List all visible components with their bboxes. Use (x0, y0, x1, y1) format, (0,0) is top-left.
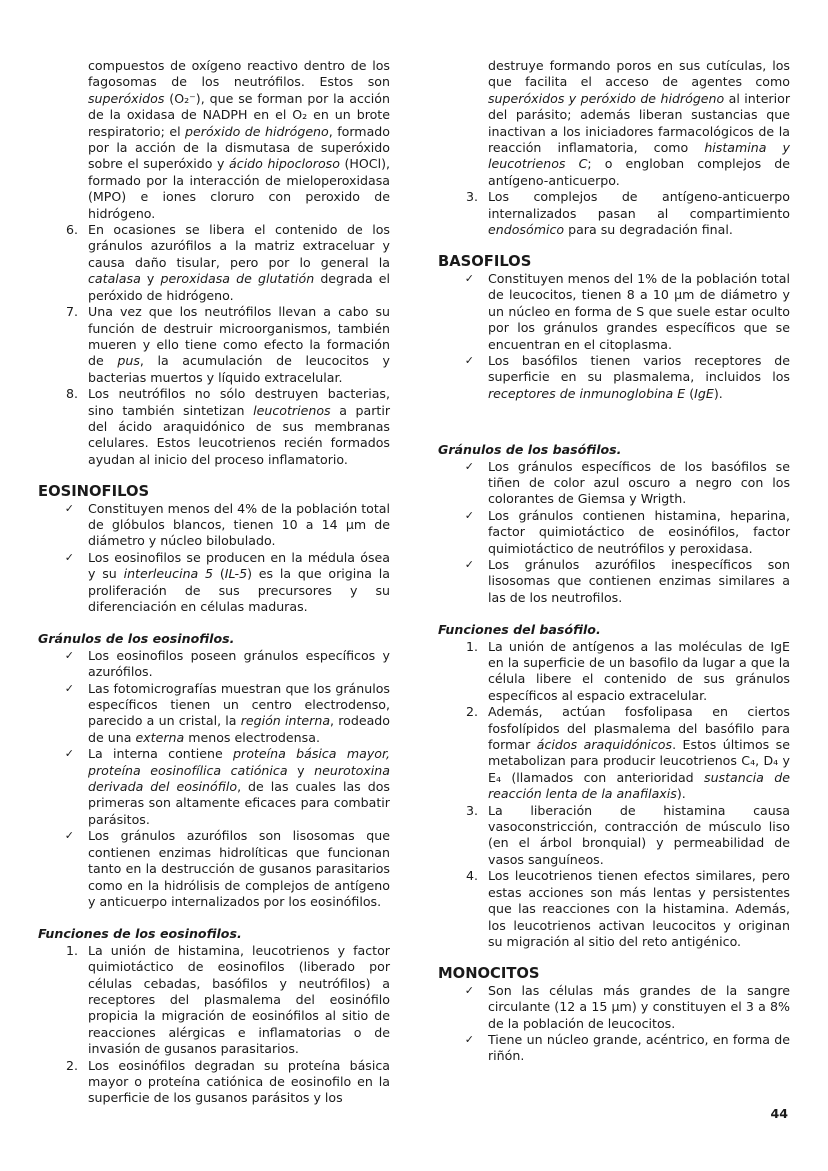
list-item-text: Los gránulos específicos de los basófilos se tiñen de color azul oscuro a negro con los colorantes de Giemsa y Wrigth. (488, 458, 790, 507)
italic-term: peroxidasa de glutatión (160, 271, 315, 287)
neutrophil-functions-list (38, 222, 390, 468)
italic-term: ácidos araquidónicos (536, 737, 673, 753)
checkmark-bullet-icon: ✓ (64, 501, 74, 515)
list-item-text: Los leucotrienos tienen efectos similares, pero estas acciones son más lentas y persistentes que las reacciones con la histamina. Además, los leucotrienos activan leucocitos y originan su migración al sitio del reto antigénico. (488, 868, 790, 949)
italic-term: ácido hipocloroso (229, 156, 340, 172)
list-item-text: Son las células más grandes de la sangre circulante (12 a 15 µm) y constituyen el 3 a 8% de la población de leucocitos. (488, 982, 790, 1031)
list-item-text: Los eosinofilos poseen gránulos específicos y azurófilos. (88, 647, 390, 680)
list-number: 4. (465, 868, 478, 884)
list-item (438, 983, 790, 1032)
list-item-text: Los eosinofilos se producen en la médula ósea y su interleucina 5 (IL-5) es la que origina la proliferación de sus precursores y su diferenciación en células maduras. (88, 549, 390, 614)
list-number: 3. (465, 802, 478, 818)
funciones-basofilo-list (438, 639, 790, 951)
list-item (438, 803, 790, 869)
checkmark-bullet-icon: ✓ (464, 353, 474, 367)
checkmark-bullet-icon: ✓ (464, 983, 474, 997)
checkmark-bullet-icon: ✓ (464, 557, 474, 571)
list-number: 1. (465, 638, 478, 654)
list-item (38, 222, 390, 304)
italic-term: interleucina 5 (123, 566, 214, 582)
list-number: 2. (465, 704, 478, 720)
italic-term: histamina y leucotrienos C (488, 140, 790, 172)
checkmark-bullet-icon: ✓ (64, 747, 74, 761)
list-item-text: Una vez que los neutrófilos llevan a cabo su función de destruir microorganismos, también mueren y ello tiene como efecto la formación de pus, la acumulación de leucocitos y bacterias muertos y líquido extracelular. (88, 304, 390, 385)
italic-term: superóxidos y peróxido de hidrógeno (488, 90, 725, 106)
list-item (38, 828, 390, 910)
list-item-text: En ocasiones se libera el contenido de los gránulos azurófilos a la matriz extraceluar y causa daño tisular, pero por lo general la catalasa y peroxidasa de glutatión degrada el peróxido de hidrógeno. (88, 222, 390, 303)
list-item (438, 508, 790, 557)
italic-term: proteína básica mayor, proteína eosinofílica catiónica (88, 746, 390, 778)
list-item (38, 386, 390, 468)
funciones-basofilo-heading: Funciones del basófilo. (438, 622, 601, 638)
list-item-text: La unión de histamina, leucotrienos y factor quimiotáctico de eosinofilos (liberado por células cebadas, basófilos y neutrófilos) a receptores del plasmalema del eosinófilo propicia la migración de eosinófilos al sitio de reacciones alérgicas e inflamatorias o de invasión de gusanos parasitarios. (88, 942, 390, 1057)
list-number: 6. (65, 222, 78, 238)
list-item (38, 501, 390, 550)
italic-term: peróxido de hidrógeno (185, 123, 329, 139)
granulos-eosinofilos-heading: Gránulos de los eosinofilos. (38, 631, 235, 647)
checkmark-bullet-icon: ✓ (464, 459, 474, 473)
list-item (38, 1058, 390, 1107)
granulos-eosinofilos-bullets (38, 648, 390, 911)
list-item-text: Los gránulos contienen histamina, heparina, factor quimiotáctico de eosinófilos, factor quimiotáctico de neutrófilos y peroxidasa. (488, 507, 790, 556)
italic-term: endosómico (488, 222, 565, 238)
eosinophil-item-3-list (438, 189, 790, 238)
italic-term: IgE (694, 385, 714, 401)
basofilos-bullets (438, 271, 790, 402)
italic-term: catalasa (88, 271, 141, 287)
list-item (438, 868, 790, 950)
italic-term: externa (135, 729, 185, 745)
list-number: 2. (65, 1057, 78, 1073)
italic-term: receptores de inmunoglobina E (488, 385, 686, 401)
list-item-text: Tiene un núcleo grande, acéntrico, en forma de riñón. (488, 1031, 790, 1064)
list-item (438, 704, 790, 802)
right-column (438, 58, 790, 1065)
list-item (438, 1032, 790, 1065)
monocitos-heading: MONOCITOS (438, 965, 540, 983)
list-item-text: Los basófilos tienen varios receptores de superficie en su plasmalema, incluidos los receptores de inmunoglobina E (IgE). (488, 352, 790, 401)
list-item-text: Las fotomicrografías muestran que los gránulos específicos tienen un centro electrodenso, parecido a un cristal, la región interna, rodeado de una externa menos electrodensa. (88, 680, 391, 745)
list-item (438, 459, 790, 508)
list-item (438, 271, 790, 353)
italic-term: pus (117, 353, 140, 369)
checkmark-bullet-icon: ✓ (64, 550, 74, 564)
list-item-text: La unión de antígenos a las moléculas de IgE en la superficie de un basofilo da lugar a que la célula libere el contenido de sus gránulos específicos al espacio extracelular. (488, 638, 790, 703)
list-item (38, 304, 390, 386)
list-number: 3. (465, 189, 478, 205)
italic-term: leucotrienos (253, 402, 331, 418)
checkmark-bullet-icon: ✓ (64, 681, 74, 695)
list-item-text: Los gránulos azurófilos son lisosomas que contienen enzimas hidrolíticas que funcionan tanto en la destrucción de gusanos parasitarios como en la hidrólisis de complejos de antígeno y anticuerpo internalizados por los eosinófilos. (88, 828, 390, 909)
list-item-text: Los eosinófilos degradan su proteína básica mayor o proteína catiónica de eosinofilo en la superficie de los gusanos parásitos y los (88, 1057, 390, 1106)
italic-term: IL-5 (224, 566, 248, 582)
list-item-text: Los neutrófilos no sólo destruyen bacterias, sino también sintetizan leucotrienos a partir del ácido araquidónico de sus membranas celulares. Estos leucotrienos recién formados ayudan al inicio del proceso inflamatorio. (88, 386, 390, 467)
list-item (38, 943, 390, 1058)
list-item (438, 353, 790, 402)
italic-term: sustancia de reacción lenta de la anafilaxis (488, 769, 790, 802)
checkmark-bullet-icon: ✓ (64, 829, 74, 843)
granulos-basofilos-heading: Gránulos de los basófilos. (438, 442, 622, 458)
list-item-text: La interna contiene proteína básica mayor, proteína eosinofílica catiónica y neurotoxina derivada del eosinófilo, de las cuales las dos primeras son altamente eficaces para combatir parásitos. (88, 746, 390, 827)
checkmark-bullet-icon: ✓ (464, 271, 474, 285)
italic-term: superóxidos (88, 90, 165, 106)
funciones-eosinofilos-list (38, 943, 390, 1107)
list-number: 8. (65, 386, 78, 402)
eosinofilos-heading: EOSINOFILOS (38, 483, 150, 501)
list-item (438, 557, 790, 606)
list-item-text: Los gránulos azurófilos inespecíficos son lisosomas que contienen enzimas similares a las de los neutrofilos. (488, 556, 790, 605)
left-column (38, 58, 390, 1107)
list-item (438, 189, 790, 238)
eosinophil-continuation-text: destruye formando poros en sus cutículas, los que facilita el acceso de agentes como superóxidos y peróxido de hidrógeno al interior del parásito; además liberan sustancias que inactivan a los iniciadores farmacológicos de la reacción inflamatoria, como histamina y leucotrienos C; o engloban complejos de antígeno-anticuerpo. (488, 58, 791, 188)
monocitos-bullets (438, 983, 790, 1065)
list-item-text: Además, actúan fosfolipasa en ciertos fosfolípidos del plasmalema del basófilo para formar ácidos araquidónicos. Estos últimos se metabolizan para producir leucotrienos C₄, D₄ y E₄ (llamados con anterioridad sustancia de reacción lenta de la anafilaxis). (488, 704, 790, 802)
page-number: 44 (770, 1106, 788, 1121)
funciones-eosinofilos-heading: Funciones de los eosinofilos. (38, 926, 242, 942)
eosinofilos-bullets (38, 501, 390, 616)
checkmark-bullet-icon: ✓ (64, 648, 74, 662)
list-number: 1. (65, 942, 78, 958)
basofilos-heading: BASOFILOS (438, 253, 532, 271)
checkmark-bullet-icon: ✓ (464, 508, 474, 522)
italic-term: región interna (240, 713, 331, 729)
granulos-basofilos-bullets (438, 459, 790, 607)
italic-term: neurotoxina derivada del eosinófilo (88, 762, 390, 795)
list-item (38, 746, 390, 828)
list-item-text: Los complejos de antígeno-anticuerpo internalizados pasan al compartimiento endosómico para su degradación final. (488, 189, 790, 238)
neutrophil-continuation-text: compuestos de oxígeno reactivo dentro de los fagosomas de los neutrófilos. Estos son superóxidos (O₂⁻), que se forman por la acción de la oxidasa de NADPH en el O₂ en un brote respiratorio; el peróxido de hidrógeno, formado por la acción de la dismutasa de superóxido sobre el superóxido y ácido hipocloroso (HOCl), formado por la interacción de mieloperoxidasa (MPO) e iones cloruro con peroxido de hidrógeno. (88, 58, 390, 221)
list-item (38, 550, 390, 616)
list-item-text: Constituyen menos del 1% de la población total de leucocitos, tienen 8 a 10 µm de diámetro y un núcleo en forma de S que suele estar oculto por los gránulos grandes específicos que se encuentran en el citoplasma. (488, 270, 790, 352)
checkmark-bullet-icon: ✓ (464, 1032, 474, 1046)
list-item-text: Constituyen menos del 4% de la población total de glóbulos blancos, tienen 10 a 14 µm de diámetro y núcleo bilobulado. (88, 500, 390, 549)
list-number: 7. (65, 304, 78, 320)
list-item (38, 648, 390, 681)
list-item-text: La liberación de histamina causa vasoconstricción, contracción de músculo liso (en el árbol bronquial) y permeabilidad de vasos sanguíneos. (488, 802, 790, 867)
list-item (38, 681, 390, 747)
list-item (438, 639, 790, 705)
